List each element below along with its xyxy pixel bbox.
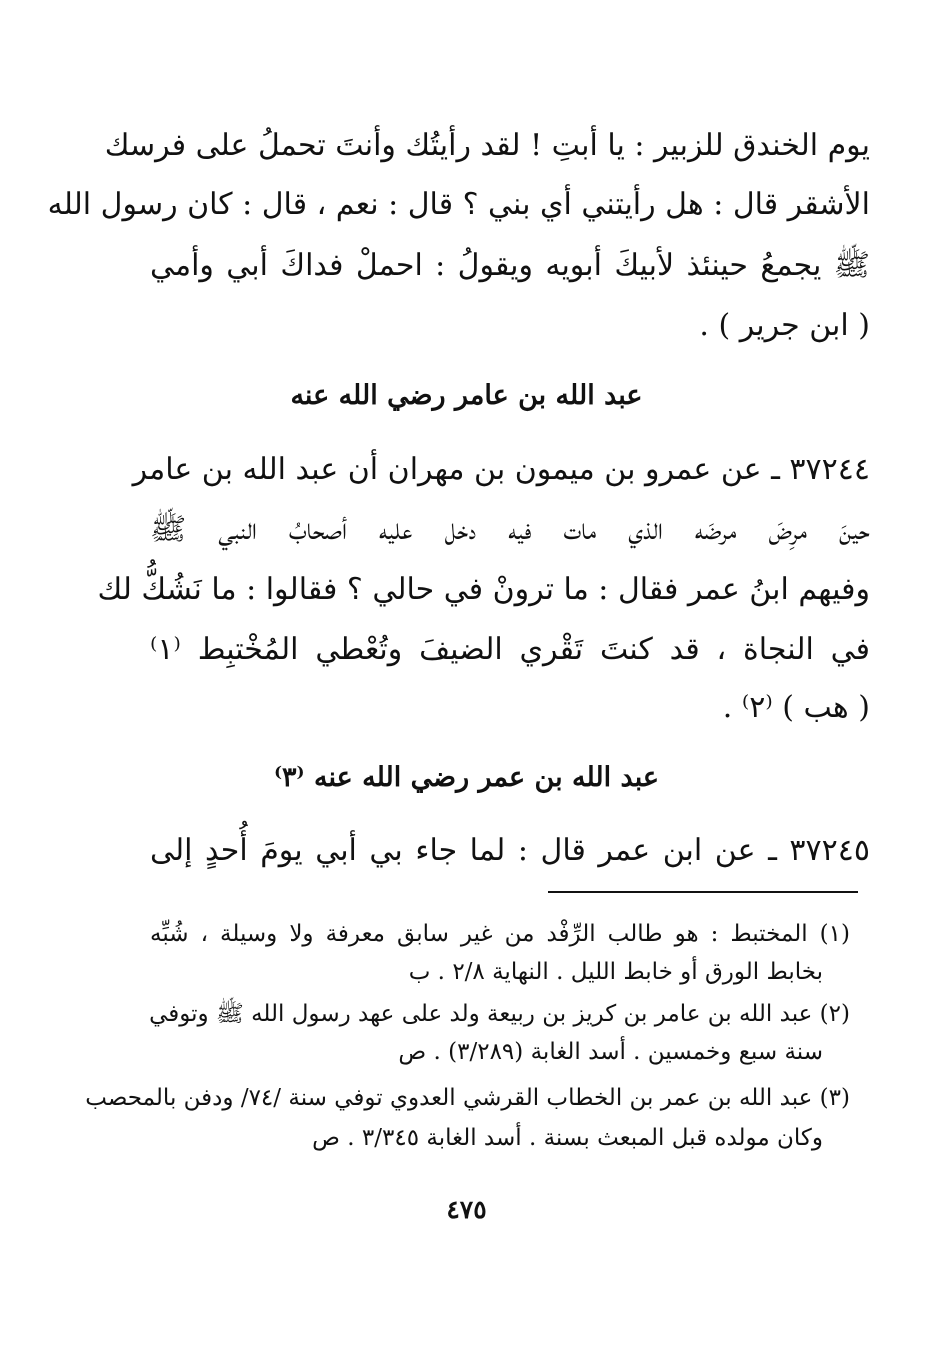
footnote-1-line-1: (١) المختبط : هو طالب الرِّفْد من غير سابق معرفة ولا وسيلة ، شُبِّه (150, 921, 850, 947)
hadith-37244-line-4: في النجاة ، قد كنتَ تَقْري الضيفَ وتُعْطي المُخْتبِط ⁽١⁾ (150, 632, 870, 667)
footnote-3-line-1: (٣) عبد الله بن عمر بن الخطاب القرشي العدوي توفي سنة /٧٤/ ودفن بالمحصب (85, 1085, 850, 1111)
section-heading-abdullah-bin-umar: عبد الله بن عمر رضي الله عنه ⁽٣⁾ (273, 762, 659, 793)
footnote-1-line-2: بخابط الورق أو خابط الليل . النهاية ٢/٨ . ب (408, 959, 823, 985)
body-line-2: الأشقر قال : هل رأيتني أي بني ؟ قال : نعم ، قال : كان رسول الله (47, 187, 870, 222)
hadith-37245-line-1: ٣٧٢٤٥ ـ عن ابن عمر قال : لما جاء بي أبي يومَ أُحدٍ إلى (150, 833, 870, 868)
hadith-37244-line-5: ( هب ) ⁽٢⁾ . (722, 690, 870, 725)
body-line-1: يوم الخندق للزبير : يا أبتِ ! لقد رأيتُك وأنتَ تحملُ على فرسك (104, 128, 870, 163)
hadith-37244-line-1: ٣٧٢٤٤ ـ عن عمرو بن ميمون بن مهران أن عبد الله بن عامر (132, 452, 870, 487)
footnote-3-line-2: وكان مولده قبل المبعث بسنة . أسد الغابة ٣/٣٤٥ . ص (312, 1125, 823, 1151)
body-line-3: ﷺ يجمعُ حينئذ لأبيكَ أبويه ويقولُ : احملْ فداكَ أبي وأمي (150, 248, 870, 283)
page-number: ٤٧٥ (446, 1195, 487, 1224)
footnote-2-line-1: (٢) عبد الله بن عامر بن كريز بن ربيعة ولد على عهد رسول الله ﷺ وتوفي (149, 1001, 850, 1027)
body-line-4: ( ابن جرير ) . (699, 308, 870, 343)
footnote-2-line-2: سنة سبع وخمسين . أسد الغابة (٣/٢٨٩) . ص (398, 1039, 823, 1065)
hadith-37244-line-2: حينَ مرِضَ مرضَه الذي مات فيه دخل عليه أصحابُ النبي ﷺ (150, 512, 870, 547)
footnote-divider (548, 891, 858, 893)
section-heading-abdullah-bin-amir: عبد الله بن عامر رضي الله عنه (290, 380, 643, 411)
hadith-37244-line-3: وفيهم ابنُ عمر فقال : ما ترونْ في حالي ؟ فقالوا : ما نَشُكُّ لك (97, 572, 870, 607)
